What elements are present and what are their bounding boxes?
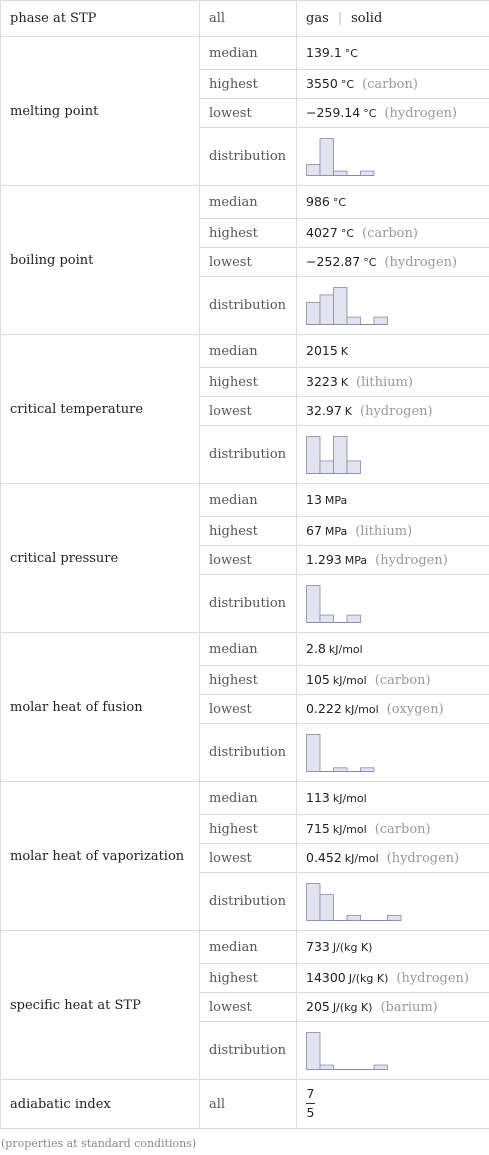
highest-unit: kJ/mol [332, 823, 367, 836]
stat-label-median: median [200, 37, 297, 70]
table-row [1, 37, 489, 70]
stat-label-distribution: distribution [200, 1022, 297, 1080]
distribution-histogram [306, 733, 376, 773]
property-label: critical pressure [1, 484, 200, 633]
highest-unit: °C [340, 78, 354, 91]
highest-value: 3223 [306, 374, 338, 389]
histogram-bar [320, 894, 334, 920]
histogram-bar [320, 138, 334, 175]
distribution-histogram [306, 1031, 389, 1071]
histogram-bar [307, 1032, 321, 1069]
stat-label-median: median [200, 484, 297, 517]
histogram-bar [320, 1065, 334, 1069]
lowest-value: 32.97 [306, 403, 342, 418]
lowest-value-cell [297, 99, 489, 128]
highest-element: (carbon) [374, 673, 431, 688]
lowest-element: (hydrogen) [386, 851, 460, 866]
highest-value: 105 [306, 672, 330, 687]
median-unit: °C [332, 196, 347, 209]
lowest-unit: kJ/mol [344, 852, 379, 865]
median-value-cell [297, 633, 489, 666]
histogram-bar [307, 302, 321, 324]
footer-note: (properties at standard conditions) [1, 1137, 197, 1150]
histogram-bar [307, 585, 321, 622]
histogram-bar [334, 767, 348, 771]
property-label: molar heat of vaporization [1, 782, 200, 931]
phase-solid: solid [351, 11, 383, 26]
property-label: molar heat of fusion [1, 633, 200, 782]
stat-label: all [200, 1080, 297, 1129]
distribution-histogram [306, 882, 403, 922]
highest-value: 67 [306, 523, 322, 538]
lowest-value-cell [297, 844, 489, 873]
histogram-bar [320, 294, 334, 324]
median-value-cell [297, 484, 489, 517]
histogram-bar [334, 171, 348, 175]
property-label: phase at STP [1, 1, 200, 37]
histogram-bar [361, 767, 375, 771]
lowest-unit: °C [363, 256, 377, 269]
lowest-element: (hydrogen) [375, 553, 448, 568]
stat-label-median: median [200, 335, 297, 368]
highest-unit: kJ/mol [332, 674, 367, 687]
stat-label-lowest: lowest [200, 248, 297, 277]
stat-label-lowest: lowest [200, 99, 297, 128]
stat-label-distribution: distribution [200, 426, 297, 484]
distribution-histogram [306, 584, 362, 624]
highest-value-cell [297, 368, 489, 397]
stat-label-median: median [200, 931, 297, 964]
stat-label-distribution: distribution [200, 277, 297, 335]
table-row [1, 633, 489, 666]
median-value: 2.8 [306, 641, 326, 656]
histogram-bar [320, 615, 334, 622]
lowest-element: (hydrogen) [384, 255, 458, 270]
median-value: 13 [306, 492, 322, 507]
histogram-bar [347, 615, 361, 622]
stat-label-lowest: lowest [200, 695, 297, 724]
table-row [1, 1, 489, 37]
histogram-bar [320, 460, 334, 473]
distribution-cell [297, 426, 489, 484]
distribution-cell [297, 277, 489, 335]
lowest-element: (oxygen) [386, 702, 444, 717]
lowest-value: 0.222 [306, 701, 342, 716]
median-value-cell [297, 782, 489, 815]
stat-label-highest: highest [200, 219, 297, 248]
histogram-bar [334, 287, 348, 324]
stat-label-median: median [200, 186, 297, 219]
table-row [1, 484, 489, 517]
phase-gas: gas [306, 11, 329, 26]
lowest-unit: J/(kg K) [332, 1001, 373, 1014]
histogram-bar [307, 883, 321, 920]
fraction-numerator: 7 [306, 1086, 315, 1101]
adiabatic-value [297, 1080, 489, 1129]
lowest-value: −252.87 [306, 254, 361, 269]
highest-value: 4027 [306, 225, 338, 240]
median-value: 139.1 [306, 45, 342, 60]
median-unit: J/(kg K) [332, 941, 373, 954]
lowest-value: 205 [306, 999, 330, 1014]
highest-value-cell [297, 964, 489, 993]
fraction-bar [306, 1103, 315, 1104]
table-row [1, 931, 489, 964]
highest-element: (carbon) [374, 822, 431, 837]
table-row [1, 782, 489, 815]
stat-label-highest: highest [200, 517, 297, 546]
lowest-value: 0.452 [306, 850, 342, 865]
table-row [1, 335, 489, 368]
stat-label-distribution: distribution [200, 724, 297, 782]
stat-label-distribution: distribution [200, 575, 297, 633]
highest-value-cell [297, 666, 489, 695]
lowest-unit: °C [363, 107, 377, 120]
highest-value-cell [297, 517, 489, 546]
stat-label-median: median [200, 782, 297, 815]
lowest-element: (hydrogen) [360, 404, 433, 419]
median-unit: MPa [324, 494, 348, 507]
histogram-bar [334, 436, 348, 473]
median-unit: °C [344, 47, 358, 60]
stat-label-highest: highest [200, 815, 297, 844]
highest-value: 715 [306, 821, 330, 836]
table-row [1, 186, 489, 219]
median-value-cell [297, 186, 489, 219]
distribution-histogram [306, 286, 389, 326]
histogram-bar [307, 734, 321, 771]
highest-value-cell [297, 219, 489, 248]
distribution-cell [297, 128, 489, 186]
property-label: adiabatic index [1, 1080, 200, 1129]
stat-label-lowest: lowest [200, 546, 297, 575]
histogram-bar [307, 436, 321, 473]
lowest-value: 1.293 [306, 552, 342, 567]
stat-label: all [200, 1, 297, 37]
phase-values [297, 1, 489, 37]
highest-element: (carbon) [362, 77, 418, 92]
lowest-value-cell [297, 993, 489, 1022]
histogram-bar [347, 317, 361, 324]
distribution-histogram [306, 137, 376, 177]
stat-label-lowest: lowest [200, 844, 297, 873]
highest-element: (carbon) [362, 226, 418, 241]
stat-label-highest: highest [200, 368, 297, 397]
median-value: 986 [306, 194, 330, 209]
property-label: specific heat at STP [1, 931, 200, 1080]
lowest-value-cell [297, 397, 489, 426]
highest-value: 3550 [306, 76, 338, 91]
highest-unit: MPa [324, 525, 348, 538]
lowest-element: (hydrogen) [384, 106, 458, 121]
distribution-cell [297, 724, 489, 782]
highest-value-cell [297, 70, 489, 99]
property-label: boiling point [1, 186, 200, 335]
median-unit: K [340, 345, 349, 358]
histogram-bar [307, 164, 321, 175]
histogram-bar [388, 915, 402, 920]
highest-element: (hydrogen) [396, 971, 469, 986]
median-unit: kJ/mol [328, 643, 363, 656]
lowest-value-cell [297, 248, 489, 277]
lowest-value-cell [297, 695, 489, 724]
highest-unit: J/(kg K) [348, 972, 389, 985]
highest-element: (lithium) [356, 375, 413, 390]
median-value: 113 [306, 790, 330, 805]
fraction [306, 1087, 315, 1120]
histogram-bar [347, 915, 361, 920]
stat-label-median: median [200, 633, 297, 666]
stat-label-distribution: distribution [200, 873, 297, 931]
stat-label-lowest: lowest [200, 397, 297, 426]
property-label: critical temperature [1, 335, 200, 484]
table-row [1, 1080, 489, 1129]
histogram-bar [347, 460, 361, 473]
highest-value: 14300 [306, 970, 346, 985]
highest-unit: K [340, 376, 349, 389]
distribution-cell [297, 575, 489, 633]
highest-element: (lithium) [355, 524, 413, 539]
lowest-value: −259.14 [306, 105, 361, 120]
median-value: 733 [306, 939, 330, 954]
median-unit: kJ/mol [332, 792, 367, 805]
distribution-cell [297, 873, 489, 931]
stat-label-highest: highest [200, 964, 297, 993]
median-value: 2015 [306, 343, 338, 358]
lowest-unit: K [344, 405, 353, 418]
median-value-cell [297, 335, 489, 368]
lowest-unit: kJ/mol [344, 703, 379, 716]
histogram-bar [374, 1065, 388, 1069]
stat-label-distribution: distribution [200, 128, 297, 186]
stat-label-lowest: lowest [200, 993, 297, 1022]
stat-label-highest: highest [200, 70, 297, 99]
property-label: melting point [1, 37, 200, 186]
separator: | [337, 11, 343, 26]
distribution-histogram [306, 435, 362, 475]
stat-label-highest: highest [200, 666, 297, 695]
median-value-cell [297, 931, 489, 964]
histogram-bar [361, 171, 375, 175]
lowest-unit: MPa [344, 554, 368, 567]
histogram-bar [374, 317, 388, 324]
highest-value-cell [297, 815, 489, 844]
distribution-cell [297, 1022, 489, 1080]
highest-unit: °C [340, 227, 354, 240]
median-value-cell [297, 37, 489, 70]
fraction-denominator: 5 [306, 1105, 315, 1120]
lowest-element: (barium) [380, 1000, 438, 1015]
lowest-value-cell [297, 546, 489, 575]
